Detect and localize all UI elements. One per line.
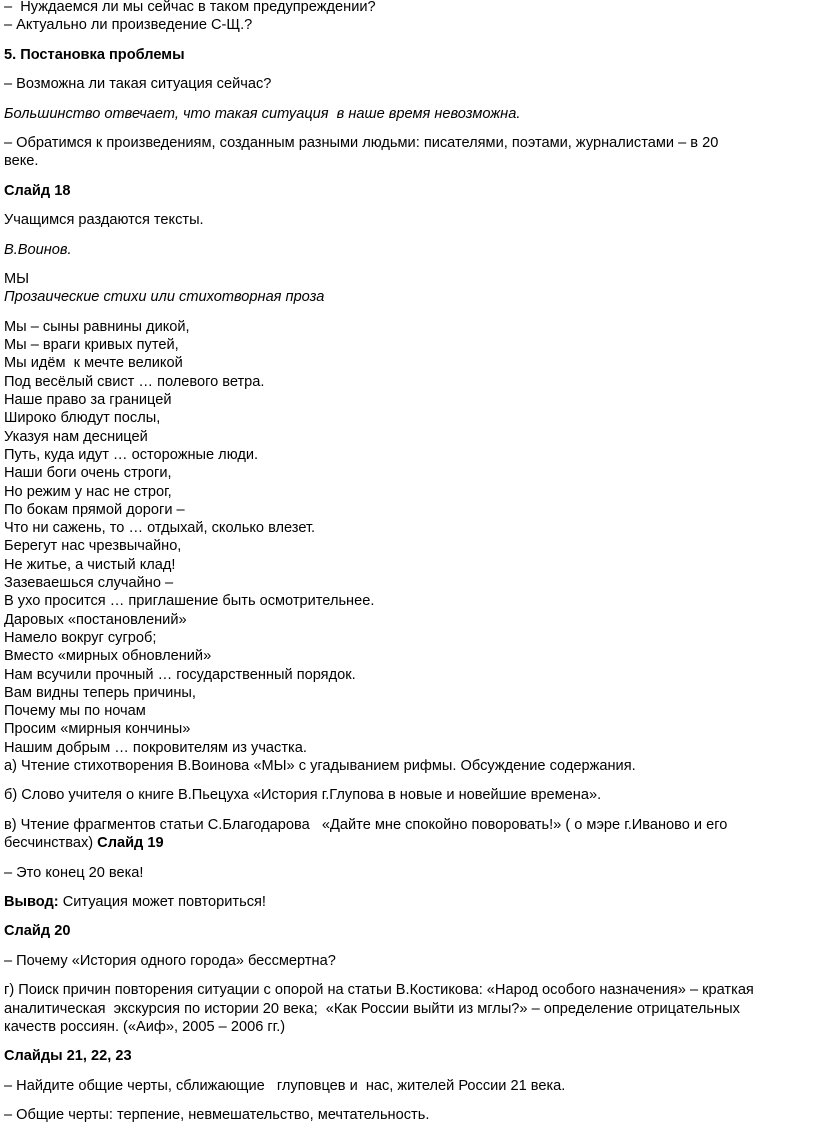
- task-v-line-2: [4, 834, 810, 852]
- task-a: а) Чтение стихотворения В.Воинова «МЫ» с угадыванием рифмы. Обсуждение содержания.: [4, 758, 636, 774]
- slide-19-label: Слайд 19: [97, 835, 164, 852]
- section-5-answer: Большинство отвечает, что такая ситуация в наше время невозможна.: [4, 105, 521, 122]
- section-5-heading: 5. Постановка проблемы: [4, 46, 185, 63]
- section-5-appeal-line-2: веке.: [4, 153, 39, 170]
- poem-line: Широко блюдут послы,: [4, 410, 161, 427]
- slides-21-23-answer: – Общие черты: терпение, невмешательство, мечтательность.: [4, 1107, 430, 1124]
- intro-question-2: – Актуально ли произведение С-Щ.?: [4, 17, 253, 34]
- poem-line: Указуя нам десницей: [4, 428, 148, 445]
- poem-line: Нам всучили прочный … государственный порядок.: [4, 666, 356, 683]
- poem-author: В.Воинов.: [4, 241, 72, 258]
- slide-18-note: Учащимся раздаются тексты.: [4, 212, 204, 229]
- task-b: б) Слово учителя о книге В.Пьецуха «История г.Глупова в новые и новейшие времена».: [4, 787, 602, 804]
- poem-line: Наши боги очень строги,: [4, 465, 172, 482]
- poem-title: МЫ: [4, 271, 30, 288]
- task-g: [4, 981, 810, 1036]
- task-v-line-2-text: бесчинствах): [4, 835, 98, 852]
- poem-line: Мы – враги кривых путей,: [4, 337, 179, 354]
- conclusion: [4, 893, 810, 911]
- poem-line: Нашим добрым … покровителям из участка.: [4, 739, 307, 756]
- poem-line: Мы идём к мечте великой: [4, 355, 183, 372]
- poem-line: Вам видны теперь причины,: [4, 684, 196, 701]
- slides-21-23-question: – Найдите общие черты, сближающие глуповцев и нас, жителей России 21 века.: [4, 1077, 566, 1094]
- task-g-line-3: качеств россиян. («Аиф», 2005 – 2006 гг.): [4, 1019, 286, 1036]
- section-5-appeal: [4, 134, 810, 171]
- conclusion-text: Ситуация может повториться!: [58, 894, 266, 911]
- poem-line: Мы – сыны равнины дикой,: [4, 318, 190, 335]
- poem-line: Почему мы по ночам: [4, 703, 146, 720]
- section-5-appeal-line-1: – Обратимся к произведениям, созданным разными людьми: писателями, поэтами, журналистами – в 20: [4, 135, 719, 152]
- task-g-line-2: аналитическая экскурсия по истории 20 века; «Как России выйти из мглы?» – определение отрицательных: [4, 1000, 740, 1017]
- end-of-century: – Это конец 20 века!: [4, 864, 144, 881]
- task-g-line-1: г) Поиск причин повторения ситуации с опорой на статьи В.Костикова: «Народ особого назначения» – краткая: [4, 982, 754, 999]
- intro-question-1: – Нуждаемся ли мы сейчас в таком предупреждении?: [4, 0, 376, 15]
- poem-line: Зазеваешься случайно –: [4, 575, 174, 592]
- poem-line: Наше право за границей: [4, 392, 172, 409]
- poem-line: Но режим у нас не строг,: [4, 483, 172, 500]
- document-page: [4, 0, 810, 1125]
- slides-21-23-label: Слайды 21, 22, 23: [4, 1048, 132, 1065]
- poem-line: Что ни сажень, то … отдыхай, сколько влезет.: [4, 520, 316, 537]
- poem-line: Не житье, а чистый клад!: [4, 556, 176, 573]
- task-v-line-1: в) Чтение фрагментов статьи С.Благодарова «Дайте мне спокойно поворовать!» ( о мэре г.Иваново и его: [4, 816, 728, 833]
- poem-line: Просим «мирныя кончины»: [4, 721, 191, 738]
- poem-line: Под весёлый свист … полевого ветра.: [4, 373, 265, 390]
- poem-body: [4, 318, 810, 757]
- slide-18-label: Слайд 18: [4, 182, 71, 199]
- section-5-question: – Возможна ли такая ситуация сейчас?: [4, 76, 272, 93]
- poem-line: Берегут нас чрезвычайно,: [4, 538, 182, 555]
- slide-20-question: – Почему «История одного города» бессмертна?: [4, 952, 336, 969]
- poem-line: В ухо просится … приглашение быть осмотрительнее.: [4, 593, 375, 610]
- poem-line: Вместо «мирных обновлений»: [4, 648, 212, 665]
- poem-subtitle: Прозаические стихи или стихотворная проза: [4, 289, 325, 306]
- conclusion-label: Вывод:: [4, 894, 59, 911]
- poem-line: По бокам прямой дороги –: [4, 501, 185, 518]
- task-v: [4, 816, 810, 853]
- poem-line: Даровых «постановлений»: [4, 611, 187, 628]
- poem-line: Путь, куда идут … осторожные люди.: [4, 446, 259, 463]
- poem-line: Намело вокруг сугроб;: [4, 629, 157, 646]
- slide-20-label: Слайд 20: [4, 923, 71, 940]
